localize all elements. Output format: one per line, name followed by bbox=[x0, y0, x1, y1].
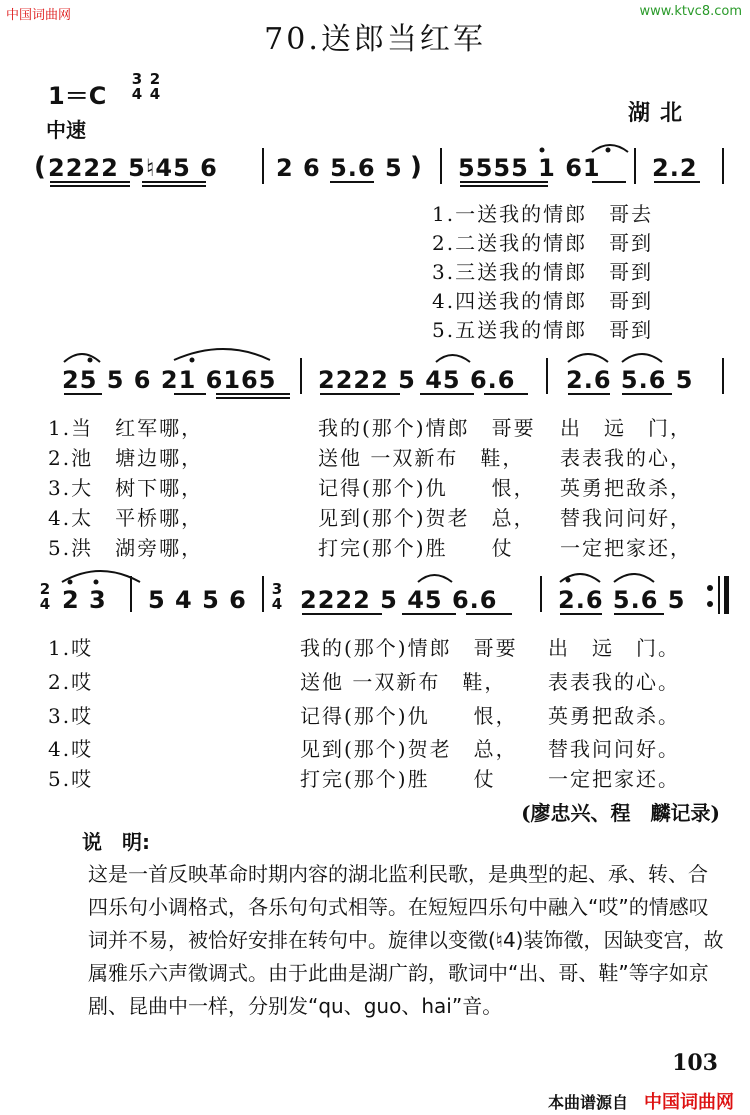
s2-verse-2-part-a: 2.池 塘边哪， bbox=[48, 446, 204, 470]
s1-verse-1: 1.一送我的情郎 哥去 bbox=[432, 202, 654, 226]
intro-paren-open: ( bbox=[34, 152, 46, 182]
s1-measure-1: 2222 5♮45 6 bbox=[48, 154, 218, 182]
tempo-marking: 中速 bbox=[46, 118, 86, 142]
notes-body: 这是一首反映革命时期内容的湖北监利民歌，是典型的起、承、转、合四乐句小调格式，各乐句句式相等。在短短四乐句中融入“哎”的情感叹词并不易，被恰好安排在转句中。旋律以变徵(♮4)装饰徵，因缺变宫，故属雅乐六声徵调式。由于此曲是湖广韵，歌词中“出、哥、鞋”等字如京剧、昆曲中一样，分别发“qu、guo、hai”音。 bbox=[88, 862, 724, 1018]
tsig2-top: 3 bbox=[271, 580, 283, 598]
s3-verse-5-part-c: 一定把家还。 bbox=[548, 767, 680, 791]
s2-verse-1-part-c: 出 远 门， bbox=[560, 416, 692, 440]
page-number: 103 bbox=[672, 1050, 718, 1076]
octave-dot bbox=[566, 578, 571, 583]
s2-verse-3-part-b: 记得(那个)仇 恨， bbox=[318, 476, 536, 500]
s3-verse-3-part-b: 记得(那个)仇 恨， bbox=[300, 704, 518, 728]
s3-verse-1-part-b: 我的(那个)情郎 哥要 bbox=[300, 636, 518, 660]
s3-verse-3-part-a: 3.哎 bbox=[48, 704, 94, 728]
meter-bottom-2: 4 bbox=[149, 85, 161, 103]
intro-paren-close: ) bbox=[410, 152, 422, 182]
s2-verse-2-part-c: 表表我的心， bbox=[560, 446, 692, 470]
s1-measure-2: 2 6 5.6 5 bbox=[276, 154, 403, 182]
s3-measure-1: 2 3 bbox=[62, 586, 107, 614]
s3-verse-2-part-a: 2.哎 bbox=[48, 670, 94, 694]
s3-verse-5-part-a: 5.哎 bbox=[48, 767, 94, 791]
s2-verse-4-part-a: 4.太 平桥哪， bbox=[48, 506, 204, 530]
meter-top-1: 3 bbox=[131, 70, 143, 88]
s2-verse-5-part-b: 打完(那个)胜 仗 bbox=[318, 536, 514, 560]
s3-verse-4-part-b: 见到(那个)贺老 总， bbox=[300, 737, 518, 761]
slur bbox=[622, 354, 662, 362]
octave-dot bbox=[606, 148, 611, 153]
watermark-site-name: 中国词曲网 bbox=[6, 8, 72, 23]
s2-measure-3: 2.6 5.6 5 bbox=[566, 366, 694, 394]
tie bbox=[62, 571, 140, 582]
slur bbox=[418, 575, 452, 582]
s2-verse-4-part-b: 见到(那个)贺老 总， bbox=[318, 506, 536, 530]
octave-dot bbox=[88, 358, 93, 363]
s1-verse-3: 3.三送我的情郎 哥到 bbox=[432, 260, 654, 284]
s2-measure-2: 2222 5 45 6.6 bbox=[318, 366, 516, 394]
octave-dot bbox=[190, 358, 195, 363]
s2-verse-5-part-a: 5.洪 湖旁哪， bbox=[48, 536, 204, 560]
region-label: 湖北 bbox=[628, 101, 693, 126]
s3-measure-3: 2222 5 45 6.6 bbox=[300, 586, 498, 614]
transcription-credit: (廖忠兴、程 麟记录) bbox=[521, 801, 720, 825]
s3-verse-4-part-a: 4.哎 bbox=[48, 737, 94, 761]
s1-verse-5: 5.五送我的情郎 哥到 bbox=[432, 318, 654, 342]
tsig1-bottom: 4 bbox=[39, 595, 51, 613]
s2-verse-5-part-c: 一定把家还， bbox=[560, 536, 692, 560]
slur bbox=[614, 574, 654, 582]
s2-verse-1-part-a: 1.当 红军哪， bbox=[48, 416, 204, 440]
slur bbox=[568, 354, 608, 362]
slur bbox=[436, 355, 470, 362]
s3-measure-4: 2.6 5.6 5 bbox=[558, 586, 686, 614]
s2-verse-3-part-a: 3.大 树下哪， bbox=[48, 476, 204, 500]
s3-verse-5-part-b: 打完(那个)胜 仗 bbox=[300, 767, 496, 791]
s1-verse-2: 2.二送我的情郎 哥到 bbox=[432, 231, 654, 255]
s2-verse-3-part-c: 英勇把敌杀， bbox=[560, 476, 692, 500]
octave-dot bbox=[94, 580, 99, 585]
key-signature: 1＝C bbox=[48, 82, 107, 110]
tsig2-bottom: 4 bbox=[271, 595, 283, 613]
s3-verse-4-part-c: 替我问问好。 bbox=[548, 737, 680, 761]
octave-dot bbox=[68, 580, 73, 585]
s2-measure-1: 25 5 6 21 6165 bbox=[62, 366, 277, 394]
s2-verse-4-part-c: 替我问问好， bbox=[560, 506, 692, 530]
s1-measure-3: 5555 1 61 bbox=[458, 154, 601, 182]
s1-measure-4: 2.2 bbox=[652, 154, 698, 182]
repeat-dot bbox=[707, 585, 713, 591]
song-title: 70.送郎当红军 bbox=[264, 22, 486, 57]
s3-verse-1-part-a: 1.哎 bbox=[48, 636, 94, 660]
meter-bottom-1: 4 bbox=[131, 85, 143, 103]
s3-verse-2-part-c: 表表我的心。 bbox=[548, 670, 680, 694]
s3-verse-3-part-c: 英勇把敌杀。 bbox=[548, 704, 680, 728]
tsig1-top: 2 bbox=[39, 580, 51, 598]
notes-heading: 说 明: bbox=[82, 830, 150, 854]
footer-site-name: 中国词曲网 bbox=[644, 1092, 734, 1113]
meter-top-2: 2 bbox=[149, 70, 161, 88]
s3-measure-2: 5 4 5 6 bbox=[148, 586, 247, 614]
s2-verse-2-part-b: 送他 一双新布 鞋， bbox=[318, 446, 525, 470]
s2-verse-1-part-b: 我的(那个)情郎 哥要 bbox=[318, 416, 536, 440]
slur bbox=[174, 349, 270, 360]
s3-verse-1-part-c: 出 远 门。 bbox=[548, 636, 680, 660]
watermark-url: www.ktvc8.com bbox=[639, 4, 742, 19]
octave-dot bbox=[540, 148, 545, 153]
repeat-dot bbox=[707, 601, 713, 607]
slur bbox=[64, 354, 100, 362]
s3-verse-2-part-b: 送他 一双新布 鞋， bbox=[300, 670, 507, 694]
s1-verse-4: 4.四送我的情郎 哥到 bbox=[432, 289, 654, 313]
footer-source-label: 本曲谱源自 bbox=[548, 1093, 629, 1112]
